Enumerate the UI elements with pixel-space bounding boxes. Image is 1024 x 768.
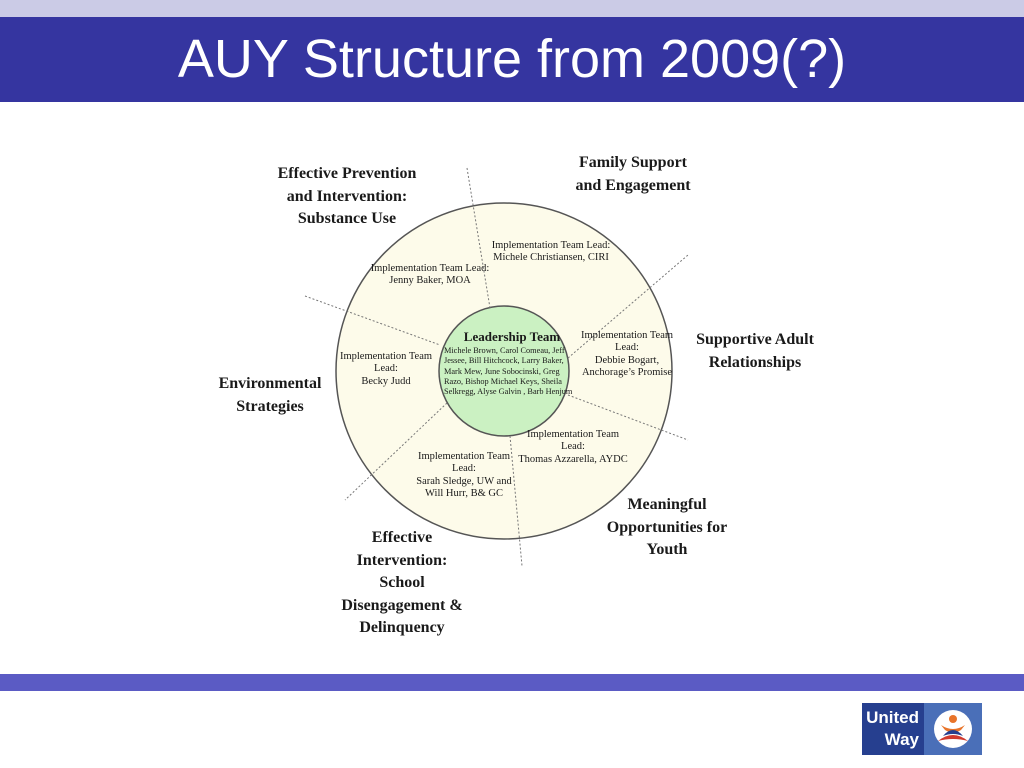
domain-supportive-adult: Supportive Adult Relationships <box>696 331 814 371</box>
domain-school: Effective Intervention: School Disengagement & Delinquency <box>341 529 463 636</box>
logo-text: United Way <box>862 703 924 755</box>
leadership-members: Michele Brown, Carol Comeau, Jeff Jessee, Bill Hitchcock, Larry Baker, Mark Mew, June Sobocinski, Greg Razo, Bishop Michael Keys, Sheila Selkregg, Alyse Galvin , Barb Henjum <box>444 346 573 397</box>
emblem-head <box>949 715 957 723</box>
team-debbie <box>577 330 677 379</box>
team-lead: Michele Christiansen, CIRI <box>493 252 609 264</box>
team-heading: Implementation Team Lead: <box>526 429 620 453</box>
team-heading: Implementation Team Lead: <box>491 240 611 251</box>
domain-meaningful: Meaningful Opportunities for Youth <box>606 496 728 558</box>
slide-title: AUY Structure from 2009(?) <box>177 29 847 89</box>
team-lead: Becky Judd <box>361 375 411 387</box>
team-michele <box>491 240 611 265</box>
domain-prevention: Effective Prevention and Intervention: Substance Use <box>277 165 417 227</box>
leadership-title: Leadership Team <box>463 329 561 344</box>
team-heading: Implementation Team Lead: <box>339 351 433 375</box>
team-heading: Implementation Team Lead: <box>417 451 511 475</box>
team-sarah <box>409 451 519 500</box>
team-lead: Sarah Sledge, UW and Will Hurr, B& GC <box>416 475 512 499</box>
emblem-graphic <box>924 703 982 755</box>
team-heading: Implementation Team Lead: <box>370 263 490 274</box>
team-becky <box>336 351 436 388</box>
team-lead: Thomas Azzarella, AYDC <box>518 453 628 465</box>
team-thomas <box>518 429 628 466</box>
domain-environmental: Environmental Strategies <box>218 375 322 415</box>
domain-family: Family Support and Engagement <box>575 154 691 194</box>
team-lead: Debbie Bogart, Anchorage’s Promise <box>581 354 673 378</box>
united-way-emblem-icon <box>924 703 982 755</box>
team-lead: Jenny Baker, MOA <box>389 275 471 287</box>
united-way-logo <box>862 703 982 755</box>
bottom-accent-strip <box>0 674 1024 691</box>
team-heading: Implementation Team Lead: <box>580 330 674 354</box>
team-jenny <box>370 263 490 288</box>
